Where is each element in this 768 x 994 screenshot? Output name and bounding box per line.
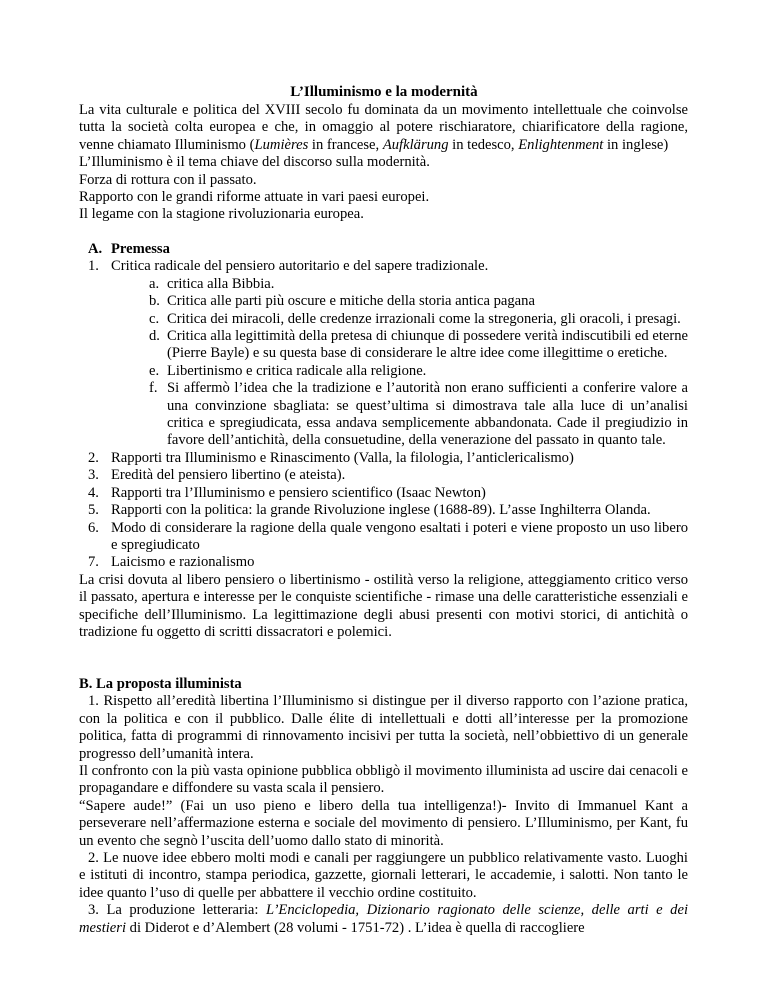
sub-list-item bbox=[149, 310, 688, 328]
sub-list-letter: c. bbox=[149, 310, 160, 327]
intro-text-b: in francese, bbox=[308, 136, 383, 153]
sub-list-item bbox=[149, 275, 688, 293]
sub-list-letter: a. bbox=[149, 275, 160, 292]
sub-list-text: Si affermò l’idea che la tradizione e l’autorità non erano sufficienti a conferire valore a una convinzione sbagliata: se quest’ultima si dimostrava tale alla luce di un’analisi critica e spregiudicata, essa andava semplicemente abbandonata. Cade il pregiudizio in favore dell’antichità, della consuetudine, della venerazione del passato in quanto tale. bbox=[167, 380, 688, 449]
list-item-text: Critica radicale del pensiero autoritario e del sapere tradizionale. bbox=[111, 258, 489, 275]
sub-list-item bbox=[149, 362, 688, 380]
section-a-heading-row bbox=[79, 241, 688, 258]
intro-lumieres: Lumières bbox=[254, 136, 309, 153]
list-item-text: Modo di considerare la ragione della quale vengono esaltati i poteri e viene proposto un uso libero e spregiudicato bbox=[111, 519, 688, 553]
section-a bbox=[79, 241, 688, 641]
sub-list-text: Critica alle parti più oscure e mitiche della storia antica pagana bbox=[167, 293, 535, 310]
p5-text-a: 3. La produzione letteraria: bbox=[88, 902, 266, 919]
intro-paragraph bbox=[79, 102, 688, 154]
list-number: 6. bbox=[88, 519, 99, 536]
list-number: 3. bbox=[88, 467, 99, 484]
sub-list-letter: e. bbox=[149, 362, 160, 379]
list-item-text: Eredità del pensiero libertino (e ateista). bbox=[111, 467, 346, 484]
intro-line: Il legame con la stagione rivoluzionaria europea. bbox=[79, 206, 364, 223]
list-number: 7. bbox=[88, 554, 99, 571]
list-number: 4. bbox=[88, 484, 99, 501]
intro-text-d: in inglese) bbox=[603, 136, 669, 153]
p5-text-b: di Diderot e d’Alembert (28 volumi - 1751-72) . L’idea è quella di raccogliere bbox=[126, 919, 585, 936]
intro-line: L’Illuminismo è il tema chiave del discorso sulla modernità. bbox=[79, 154, 430, 171]
section-b-paragraph: 1. Rispetto all’eredità libertina l’Illuminismo si distingue per il diverso rapporto con l’azione pratica, con la politica e con il pubblico. Dalle élite di intellettuali e dotti all’interesse per la promozione politica, fatta di programmi di rinnovamento incisivi per tutta la società, nell’obbiettivo di un generale progresso dell’umanità intera. bbox=[79, 693, 688, 762]
list-number: 2. bbox=[88, 449, 99, 466]
list-item-text: Rapporti tra l’Illuminismo e pensiero scientifico (Isaac Newton) bbox=[111, 484, 486, 501]
sub-list-letter: b. bbox=[149, 293, 160, 310]
sub-list-text: Critica dei miracoli, delle credenze irrazionali come la stregoneria, gli oracoli, i presagi. bbox=[167, 310, 681, 327]
list-item bbox=[79, 467, 688, 484]
intro-enlightenment: Enlightenment bbox=[518, 136, 604, 153]
section-b-paragraph: 2. Le nuove idee ebbero molti modi e canali per raggiungere un pubblico relativamente vasto. Luoghi e istituti di incontro, stampa periodica, gazzette, giornali letterari, le accademie, i salotti. Non tanto le idee quanto l’uso di quelle per abbattere il vecchio ordine costituito. bbox=[79, 850, 688, 901]
list-item-text: Laicismo e razionalismo bbox=[111, 554, 255, 571]
list-item-text: Rapporti tra Illuminismo e Rinascimento (Valla, la filologia, l’anticlericalismo) bbox=[111, 449, 574, 466]
list-number: 1. bbox=[88, 258, 99, 275]
sub-list-text: Libertinismo e critica radicale alla religione. bbox=[167, 362, 427, 379]
intro-line: Forza di rottura con il passato. bbox=[79, 171, 257, 188]
section-b-paragraph: “Sapere aude!” (Fai un uso pieno e libero della tua intelligenza!)- Invito di Immanuel Kant a perseverare nell’affermazione esterna e sociale del movimento di pensiero. L’Illuminismo, per Kant, fu un evento che segnò l’uscita dell’uomo dallo stato di minorità. bbox=[79, 797, 688, 849]
section-a-heading: Premessa bbox=[111, 241, 170, 257]
section-b bbox=[79, 676, 688, 937]
list-item bbox=[79, 554, 688, 571]
intro-aufklarung: Aufklärung bbox=[382, 136, 449, 153]
intro-line: Rapporto con le grandi riforme attuate in vari paesi europei. bbox=[79, 189, 430, 206]
section-b-heading: B. La proposta illuminista bbox=[79, 676, 242, 692]
list-item bbox=[79, 485, 688, 502]
intro-section bbox=[79, 102, 688, 224]
list-item bbox=[79, 520, 688, 555]
sub-list-letter: d. bbox=[149, 328, 160, 345]
encyclopedia-title: L’Enciclopedia, Dizionario ragionato delle scienze, delle arti e dei mestieri bbox=[79, 902, 688, 936]
sub-list-text: Critica alla legittimità della pretesa di chiunque di possedere verità indiscutibili ed eterne (Pierre Bayle) e su questa base di considerare le altre idee come illegittime o eretiche. bbox=[167, 328, 688, 362]
intro-text-c: in tedesco, bbox=[448, 136, 519, 153]
section-b-paragraph bbox=[79, 902, 688, 937]
section-b-paragraph: Il confronto con la più vasta opinione pubblica obbligò il movimento illuminista ad uscire dai cenacoli e propagandare e diffondere su vasta scala il pensiero. bbox=[79, 763, 688, 797]
sub-list bbox=[79, 276, 688, 450]
intro-text-a: La vita culturale e politica del XVIII secolo fu dominata da un movimento intellettuale che coinvolse tutta la società colta europea e che, in omaggio al potere rischiaratore, chiarificatore della ragione, venne chiamato Illuminismo ( bbox=[79, 102, 688, 153]
list-item-text: Rapporti con la politica: la grande Rivoluzione inglese (1688-89). L’asse Inghilterra Olanda. bbox=[111, 502, 651, 519]
list-number: 5. bbox=[88, 502, 99, 519]
sub-list-item bbox=[149, 380, 688, 450]
list-item bbox=[79, 502, 688, 519]
list-item bbox=[79, 258, 688, 275]
sub-list-letter: f. bbox=[149, 380, 158, 397]
section-a-marker: A. bbox=[88, 241, 103, 257]
page-title: L’Illuminismo e la modernità bbox=[290, 84, 478, 100]
sub-list-item bbox=[149, 328, 688, 363]
section-a-closing: La crisi dovuta al libero pensiero o libertinismo - ostilità verso la religione, atteggiamento critico verso il passato, apertura e interesse per le conquiste scientifiche - rimase una delle caratteristiche essenziali e specifiche dell’Illuminismo. La legittimazione degli abusi presenti con motivi storici, di antichità o tradizione fu oggetto di scritti dissacratori e polemici. bbox=[79, 571, 688, 640]
sub-list-item bbox=[149, 293, 688, 310]
list-item bbox=[79, 450, 688, 467]
sub-list-text: critica alla Bibbia. bbox=[167, 275, 275, 292]
